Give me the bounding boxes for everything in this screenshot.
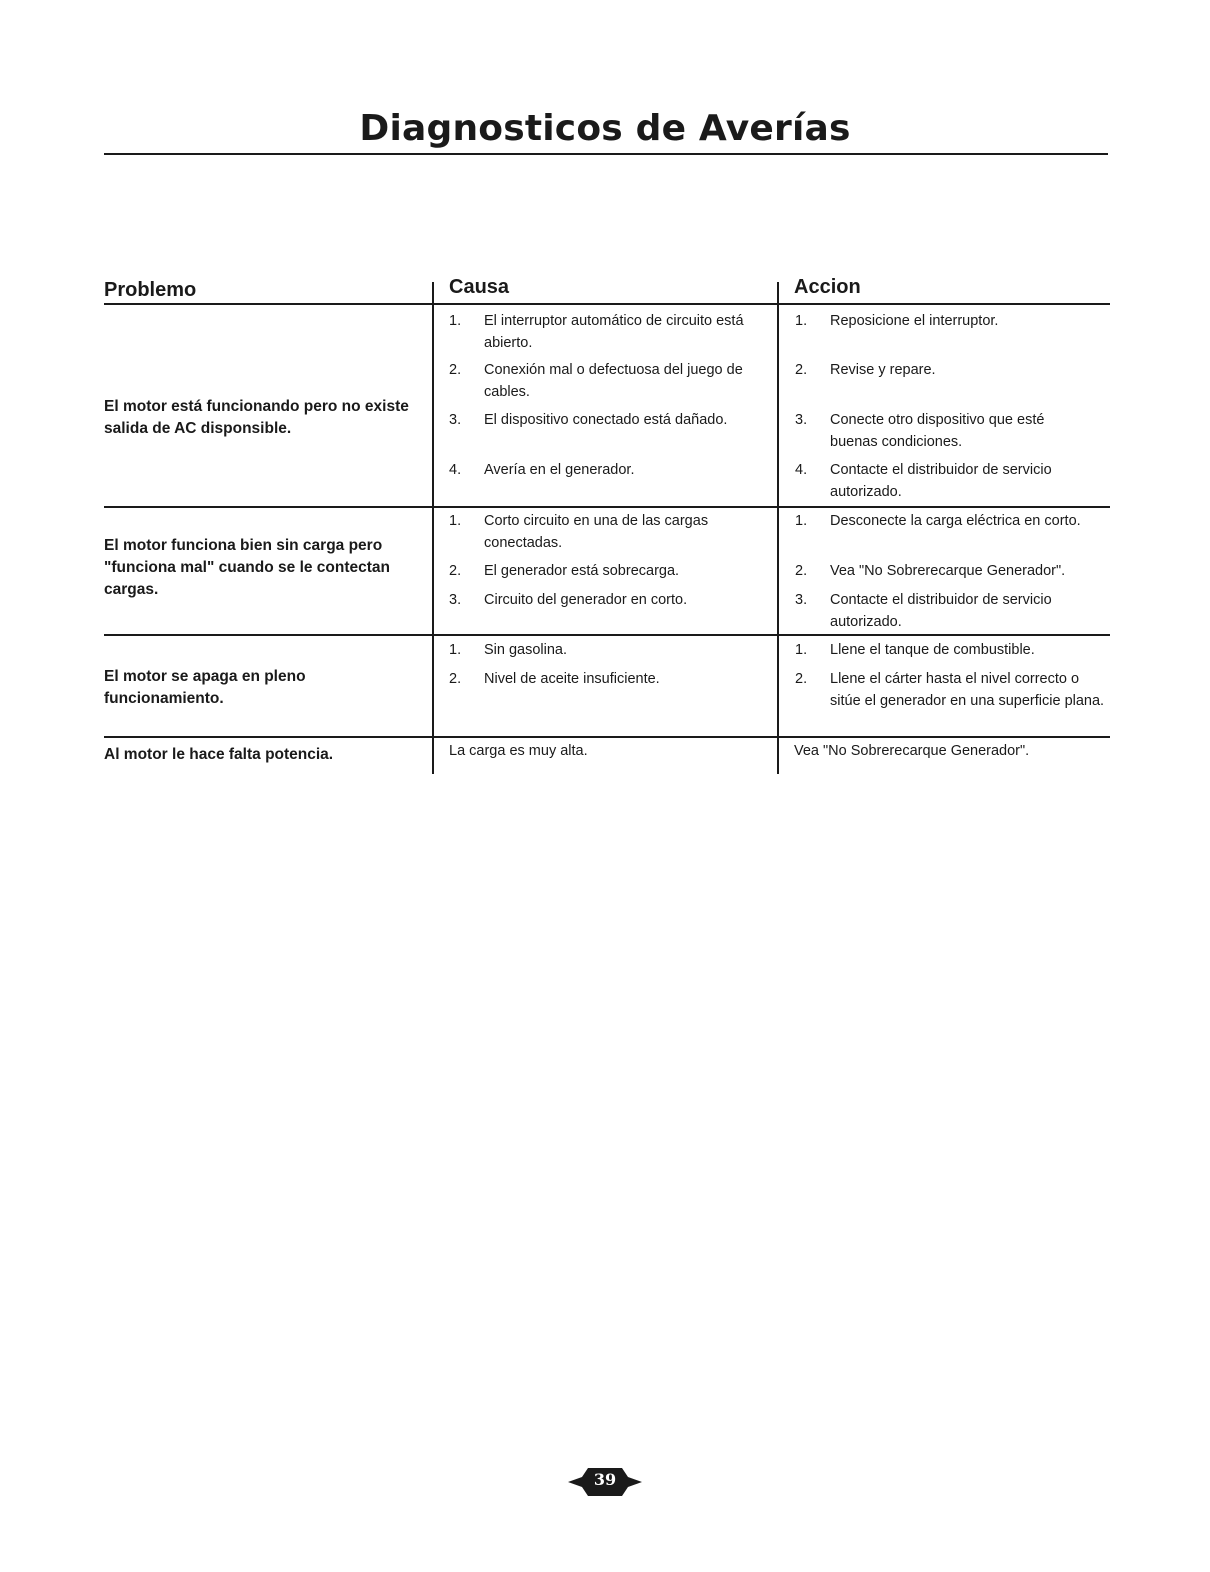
item-text: El generador está sobrecarga. [484,563,680,579]
item-text: Vea "No Sobrerecarque Generador". [830,563,1066,579]
problem-cell: El motor está funcionando pero no existe salida de AC disponsible. [104,398,409,437]
item-number: 1. [449,513,462,529]
cause-text: La carga es muy alta. [449,743,588,759]
item-number: 1. [449,313,462,329]
page-number: 39 [593,1470,617,1489]
problem-cell: El motor funciona bien sin carga pero "funciona mal" cuando se le contectan cargas. [104,537,391,598]
item-number: 2. [795,362,808,378]
column-divider [432,282,434,774]
title-divider [104,153,1108,155]
column-divider [777,282,779,774]
action-text: Vea "No Sobrerecarque Generador". [794,743,1030,759]
item-number: 1. [795,313,808,329]
item-number: 1. [795,513,808,529]
item-text: Llene el cárter hasta el nivel correcto o sitúe el generador en una superficie plana. [830,671,1105,709]
item-text: Corto circuito en una de las cargas conectadas. [484,513,709,551]
item-text: Avería en el generador. [484,462,635,478]
item-number: 3. [795,412,808,428]
item-text: El dispositivo conectado está dañado. [484,412,728,428]
item-text: Revise y repare. [830,362,936,378]
item-number: 1. [795,642,808,658]
item-number: 3. [795,592,808,608]
item-text: Nivel de aceite insuficiente. [484,671,660,687]
header-causa: Causa [449,276,510,298]
item-number: 2. [449,362,462,378]
problem-cell: El motor se apaga en pleno funcionamiento. [104,668,306,707]
item-number: 3. [449,592,462,608]
row-divider [104,736,1110,738]
item-text: Reposicione el interruptor. [830,313,999,329]
item-number: 4. [449,462,462,478]
item-text: Llene el tanque de combustible. [830,642,1035,658]
row-divider [104,506,1110,508]
header-problem: Problemo [104,279,197,301]
item-text: Conecte otro dispositivo que esté buenas condiciones. [830,412,1045,450]
table-header [0,276,1210,306]
item-number: 2. [449,563,462,579]
item-text: Conexión mal o defectuosa del juego de cables. [484,362,743,400]
item-text: Contacte el distribuidor de servicio autorizado. [830,462,1052,500]
item-text: Circuito del generador en corto. [484,592,688,608]
item-number: 2. [795,563,808,579]
item-text: Desconecte la carga eléctrica en corto. [830,513,1081,529]
item-text: Sin gasolina. [484,642,568,658]
header-rule [104,303,1110,305]
item-number: 2. [449,671,462,687]
page-title: Diagnosticos de Averías [359,108,851,149]
item-text: El interruptor automático de circuito está abierto. [484,313,744,351]
item-number: 2. [795,671,808,687]
item-text: Contacte el distribuidor de servicio autorizado. [830,592,1052,630]
row-divider [104,634,1110,636]
header-accion: Accion [794,276,861,298]
problem-cell: Al motor le hace falta potencia. [104,746,334,763]
item-number: 4. [795,462,808,478]
item-number: 3. [449,412,462,428]
item-number: 1. [449,642,462,658]
